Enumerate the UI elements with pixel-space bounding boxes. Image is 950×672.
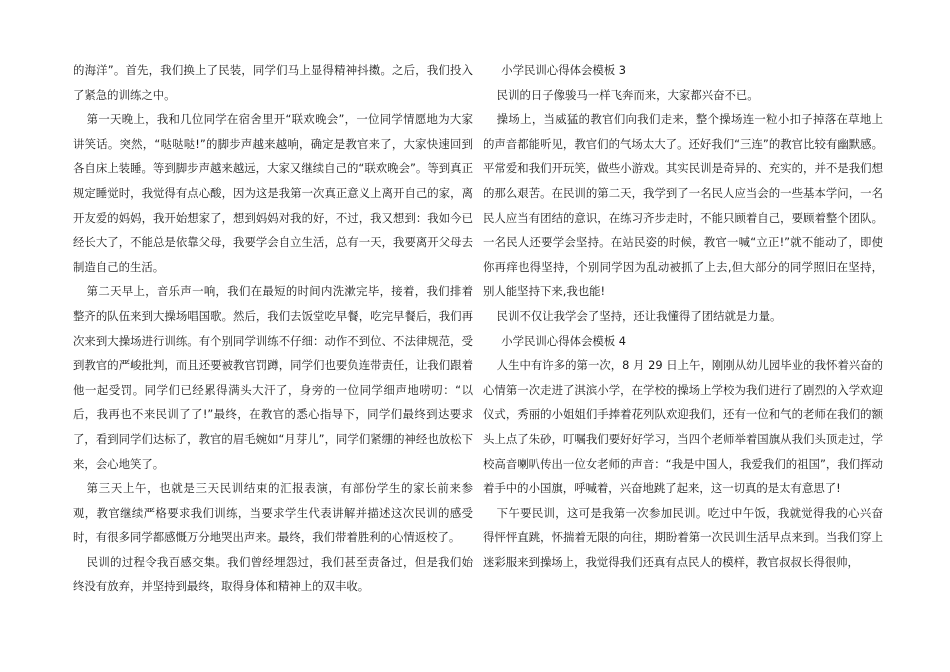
section-heading-4: 小学民训心得体会模板 4 [501, 333, 627, 348]
section4-paragraph-2: 下午要民训，这可是我第一次参加民训。吃过中午饭，我就觉得我的心兴奋得怦怦直跳，怀揣着无限的向往，期盼着第一次民训生活早点来到。当我们穿上迷彩服来到操场上，我觉得我们还真有点民人的模样，教官叔叔长得很帅， [483, 505, 883, 569]
section4-paragraph-1: 人生中有许多的第一次，8 月 29 日上午，刚刚从幼儿园毕业的我怀着兴奋的心情第一次走进了淇滨小学，在学校的操场上学校为我们进行了剧烈的入学欢迎仪式，秀丽的小姐姐们手捧着花列队欢迎我们，还有一位和气的老师在我们的额头上点了朱砂，叮嘱我们要好好学习，当四个老师举着国旗从我们头顶走过，学校高音喇叭传出一位女老师的声音：“我是中国人，我爱我们的祖国”，我们挥动着手中的小国旗，呼喊着，兴奋地跳了起来，这一切真的是太有意思了! [483, 358, 883, 496]
left-paragraph-4: 第三天上午，也就是三天民训结束的汇报表演，有部份学生的家长前来参观，教官继续严格要求我们训练，当要求学生代表讲解并描述这次民训的感受时，有很多同学都感慨万分地哭出声来。最终，我们带着胜利的心情返校了。 [73, 481, 473, 545]
left-paragraph-3: 第二天早上，音乐声一响，我们在最短的时间内洗漱完毕，接着，我们排着整齐的队伍来到大操场唱国歌。然后，我们去饭堂吃早餐，吃完早餐后，我们再次来到大操场进行训练。有个别同学训练不仔细：动作不到位、不法律规范，受到教官的严峻批判，而且还要被教官罚蹲，同学们也要负连带责任，让我们跟着他一起受罚。同学们已经累得满头大汗了，身旁的一位同学细声地唠叨：“以后，我再也不来民训了了!”最终，在教官的悉心指导下，同学们最终到达要求了，看到同学们达标了，教官的眉毛婉如“月芽儿”，同学们紧绷的神经也放松下来，会心地笑了。 [73, 284, 473, 471]
section3-paragraph-2: 操场上，当威猛的教官们向我们走来，整个操场连一粒小扣子掉落在草地上的声音都能听见，教官们的气场太大了。还好我们“三连”的教官比较有幽默感。平常爱和我们开玩笑，做些小游戏。其实民训是奇异的、充实的，并不是我们想的那么艰苦。在民训的第二天，我学到了一名民人应当会的一些基本学问，一名民人应当有团结的意识，在练习齐步走时，不能只顾着自己，要顾着整个团队。一名民人还要学会坚持。在站民姿的时候，教官一喊“立正!”就不能动了，即使你再痒也得坚持，个别同学因为乱动被抓了上去,但大部分的同学照旧在坚持，别人能坚持下来,我也能! [483, 112, 883, 299]
right-column [483, 58, 883, 574]
left-paragraph-2: 第一天晚上，我和几位同学在宿舍里开“联欢晚会”，一位同学情愿地为大家讲笑话。突然，“哒哒哒!”的脚步声越来越响，确定是教官来了，大家快速回到各自床上装睡。等到脚步声越来越远，大家又继续自己的“联欢晚会”。等到真正规定睡觉时，我觉得有点心酸，因为这是我第一次真正意义上离开自己的家，离开友爱的妈妈，我开始想家了，想到妈妈对我的好，不过，我又想到：我如今已经长大了，不能总是依靠父母，我要学会自立生活，总有一天，我要离开父母去制造自己的生活。 [73, 112, 473, 274]
section-heading-3: 小学民训心得体会模板 3 [501, 63, 627, 77]
section3-paragraph-3: 民训不仅让我学会了坚持，还让我懂得了团结就是力量。 [496, 308, 782, 323]
left-paragraph-5: 民训的过程令我百感交集。我们曾经埋怨过，我们甚至责备过，但是我们始终没有放弃，并坚持到最终，取得身体和精神上的双丰收。 [73, 554, 473, 594]
section3-paragraph-1: 民训的日子像骏马一样飞奔而来，大家都兴奋不已。 [496, 87, 759, 102]
left-paragraph-1: 的海洋”。首先，我们换上了民装，同学们马上显得精神抖擞。之后，我们投入了紧急的训练之中。 [73, 63, 473, 102]
left-column [73, 58, 473, 599]
